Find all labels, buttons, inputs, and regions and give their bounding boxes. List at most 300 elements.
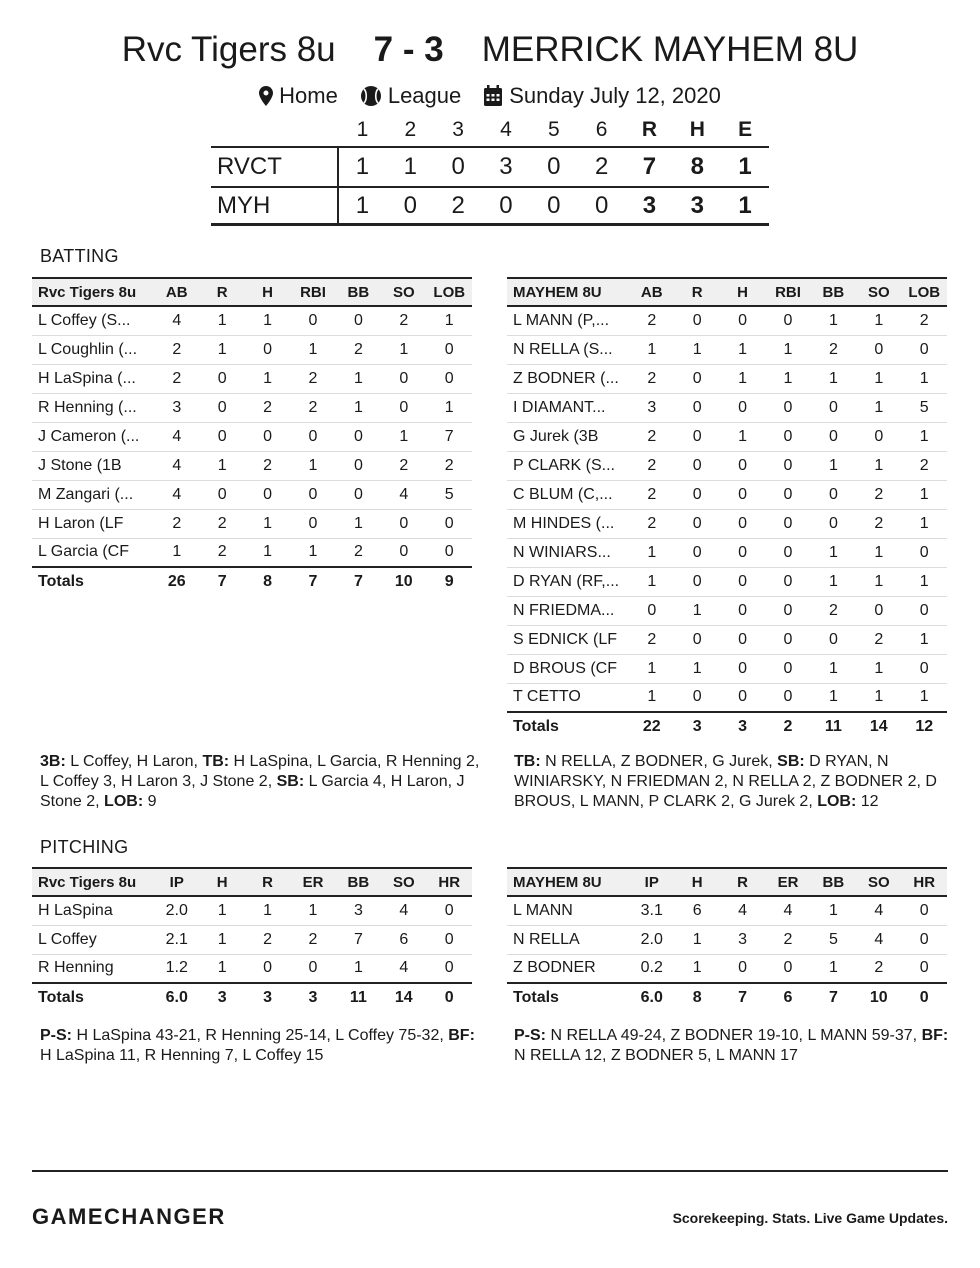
stat-cell: 2 — [856, 954, 901, 983]
column-header: SO — [856, 278, 901, 306]
stat-cell: 1 — [290, 896, 335, 925]
player-name: P CLARK (S... — [507, 451, 629, 480]
stat-cell: 0 — [381, 538, 426, 567]
stat-cell: 5 — [902, 393, 948, 422]
stat-cell: 1 — [902, 567, 948, 596]
stat-cell: 1 — [856, 654, 901, 683]
stat-cell: 1 — [856, 451, 901, 480]
table-row — [32, 393, 472, 422]
stat-cell: 0 — [720, 596, 765, 625]
stat-cell: 0 — [720, 625, 765, 654]
location-text: Home — [279, 83, 338, 108]
stat-cell: 0 — [674, 509, 719, 538]
column-header: MAYHEM 8U — [507, 868, 629, 896]
stat-cell: 0 — [674, 567, 719, 596]
footer-tagline: Scorekeeping. Stats. Live Game Updates. — [672, 1210, 948, 1226]
stat-cell: 4 — [381, 480, 426, 509]
note-key: 3B: — [40, 753, 66, 770]
line-score-header — [211, 114, 769, 146]
player-name: L Garcia (CF — [32, 538, 154, 567]
stat-cell: 2 — [629, 364, 674, 393]
stat-cell: 2 — [902, 451, 948, 480]
stat-cell: 1 — [811, 567, 856, 596]
column-header: SO — [856, 868, 901, 896]
stat-cell: 2 — [629, 451, 674, 480]
note-value: D RYAN, N WINIARSKY, N FRIEDMAN 2, N RELLA 2, Z BODNER 2, D BROUS, L MANN, P CLARK 2, G Jurek 2, — [514, 753, 937, 810]
table-row — [507, 596, 947, 625]
note-value: N RELLA 12, Z BODNER 5, L MANN 17 — [514, 1047, 798, 1064]
stat-cell: 0 — [902, 654, 948, 683]
stat-cell: 2.1 — [154, 925, 199, 954]
stat-cell: 0 — [765, 625, 810, 654]
stat-cell: 5 — [427, 480, 473, 509]
stat-cell: 1 — [856, 393, 901, 422]
table-row — [507, 393, 947, 422]
stat-cell: 1 — [902, 364, 948, 393]
stat-cell: 0 — [720, 480, 765, 509]
note-value: 9 — [143, 793, 157, 810]
table-header-row — [507, 278, 947, 306]
stat-cell: 2 — [199, 509, 244, 538]
stat-cell: 4 — [381, 896, 426, 925]
table-row — [32, 335, 472, 364]
stat-cell: 1 — [902, 422, 948, 451]
column-header: RBI — [290, 278, 335, 306]
stat-cell: 1 — [629, 683, 674, 712]
total-cell: 12 — [902, 712, 948, 741]
stat-cell: 2 — [856, 480, 901, 509]
stat-cell: 1 — [336, 509, 381, 538]
stat-cell: 0 — [199, 480, 244, 509]
stat-cell: 2 — [629, 422, 674, 451]
totals-row — [32, 983, 472, 1012]
stat-cell: 1 — [902, 625, 948, 654]
stat-cell: 2 — [336, 538, 381, 567]
stat-cell: 7 — [427, 422, 473, 451]
stat-cell: 0 — [902, 596, 948, 625]
stat-cell: 1 — [811, 538, 856, 567]
stat-cell: 0 — [381, 364, 426, 393]
table-row — [32, 509, 472, 538]
note-key: SB: — [276, 773, 305, 790]
note-key: LOB: — [817, 793, 857, 810]
team-abbrev: RVCT — [217, 153, 282, 180]
stat-cell: 0 — [336, 306, 381, 335]
stat-cell: 1 — [290, 538, 335, 567]
stat-cell: 1 — [245, 364, 290, 393]
player-name: N FRIEDMA... — [507, 596, 629, 625]
note-key: TB: — [514, 753, 541, 770]
total-cell: 7 — [811, 983, 856, 1012]
player-name: L MANN (P,... — [507, 306, 629, 335]
away-team-name: MERRICK MAYHEM 8U — [481, 30, 859, 69]
column-header: LOB — [902, 278, 948, 306]
stat-cell: 0 — [811, 422, 856, 451]
stat-cell: 1 — [290, 335, 335, 364]
total-cell: 10 — [381, 567, 426, 596]
total-cell: 3 — [199, 983, 244, 1012]
total-hits: 8 — [690, 153, 704, 180]
stat-cell: 4 — [154, 306, 199, 335]
stat-cell: 2 — [336, 335, 381, 364]
stat-cell: 0 — [811, 480, 856, 509]
stat-cell: 1 — [811, 683, 856, 712]
stat-cell: 0 — [245, 480, 290, 509]
player-name: C BLUM (C,... — [507, 480, 629, 509]
note-key: P-S: — [40, 1027, 72, 1044]
stat-cell: 4 — [765, 896, 810, 925]
stat-cell: 2 — [629, 306, 674, 335]
note-value: L Garcia 4, H Laron, J Stone 2, — [40, 773, 465, 810]
player-name: D RYAN (RF,... — [507, 567, 629, 596]
inning-runs: 0 — [547, 153, 561, 180]
stat-cell: 1 — [674, 335, 719, 364]
stat-cell: 0 — [290, 422, 335, 451]
player-name: D BROUS (CF — [507, 654, 629, 683]
table-row — [32, 925, 472, 954]
stat-cell: 0 — [720, 954, 765, 983]
stat-cell: 0 — [720, 538, 765, 567]
column-header: R — [245, 868, 290, 896]
stat-cell: 1 — [811, 306, 856, 335]
stat-cell: 0 — [199, 422, 244, 451]
total-cell: 7 — [290, 567, 335, 596]
stat-cell: 0 — [290, 954, 335, 983]
stat-cell: 1 — [856, 567, 901, 596]
inning-runs: 1 — [355, 191, 370, 219]
baseball-icon — [360, 85, 382, 107]
total-cell: 7 — [720, 983, 765, 1012]
game-header — [0, 28, 980, 110]
stat-cell: 3 — [629, 393, 674, 422]
total-cell: 3 — [290, 983, 335, 1012]
note-value: N RELLA, Z BODNER, G Jurek, — [540, 753, 778, 770]
game-meta — [0, 82, 980, 110]
stat-cell: 0 — [245, 422, 290, 451]
player-name: J Cameron (... — [32, 422, 154, 451]
title-row — [0, 28, 980, 72]
stat-cell: 1 — [154, 538, 199, 567]
player-name: H LaSpina (... — [32, 364, 154, 393]
stat-cell: 0 — [199, 393, 244, 422]
stat-cell: 0 — [674, 538, 719, 567]
stat-cell: 2 — [381, 306, 426, 335]
stat-cell: 0 — [674, 393, 719, 422]
column-header: R — [199, 278, 244, 306]
errors-label: E — [738, 118, 753, 141]
player-name: H LaSpina — [32, 896, 154, 925]
player-name: R Henning (... — [32, 393, 154, 422]
table-row — [507, 538, 947, 567]
stat-cell: 4 — [720, 896, 765, 925]
stat-cell: 1 — [720, 335, 765, 364]
stat-cell: 1 — [902, 683, 948, 712]
stat-cell: 0 — [856, 596, 901, 625]
stat-cell: 1 — [811, 954, 856, 983]
stat-cell: 0.2 — [629, 954, 674, 983]
stat-cell: 0 — [336, 451, 381, 480]
stat-cell: 0 — [427, 954, 473, 983]
stat-cell: 1 — [199, 896, 244, 925]
away-pitching-table — [507, 867, 947, 1012]
stat-cell: 0 — [765, 654, 810, 683]
total-hits: 3 — [690, 191, 704, 219]
total-cell: 3 — [674, 712, 719, 741]
date-text: Sunday July 12, 2020 — [509, 83, 721, 108]
stat-cell: 1 — [427, 306, 473, 335]
batting-section-label: BATTING — [40, 246, 119, 266]
inning-label: 5 — [547, 118, 560, 141]
table-header-row — [32, 868, 472, 896]
total-cell: 7 — [336, 567, 381, 596]
stat-cell: 1 — [720, 422, 765, 451]
total-cell: 6.0 — [154, 983, 199, 1012]
game-type-text: League — [387, 83, 462, 108]
stat-cell: 1 — [811, 896, 856, 925]
stat-cell: 0 — [427, 925, 473, 954]
stat-cell: 2 — [154, 335, 199, 364]
stat-cell: 0 — [674, 683, 719, 712]
totals-row — [507, 983, 947, 1012]
player-name: L MANN — [507, 896, 629, 925]
column-header: IP — [154, 868, 199, 896]
stat-cell: 2 — [629, 625, 674, 654]
table-row — [507, 683, 947, 712]
home-pitching-notes — [40, 1026, 480, 1066]
footer-divider — [32, 1170, 948, 1172]
stat-cell: 0 — [765, 480, 810, 509]
stat-cell: 3.1 — [629, 896, 674, 925]
total-cell: 8 — [245, 567, 290, 596]
stat-cell: 7 — [336, 925, 381, 954]
stat-cell: 1 — [629, 567, 674, 596]
column-header: H — [199, 868, 244, 896]
total-cell: 7 — [199, 567, 244, 596]
note-key: TB: — [202, 753, 230, 770]
note-key: P-S: — [514, 1027, 546, 1044]
stat-cell: 0 — [674, 625, 719, 654]
stat-cell: 0 — [902, 538, 948, 567]
stat-cell: 1 — [245, 538, 290, 567]
table-row — [32, 954, 472, 983]
stat-cell: 0 — [674, 422, 719, 451]
player-name: S EDNICK (LF — [507, 625, 629, 654]
total-cell: 14 — [856, 712, 901, 741]
stat-cell: 1 — [811, 451, 856, 480]
stat-cell: 2 — [290, 364, 335, 393]
hits-label: H — [689, 118, 705, 141]
stat-cell: 1 — [720, 364, 765, 393]
stat-cell: 0 — [381, 393, 426, 422]
final-score: 7 - 3 — [373, 30, 444, 69]
note-value: H LaSpina 11, R Henning 7, L Coffey 15 — [40, 1047, 324, 1064]
table-row — [32, 896, 472, 925]
stat-cell: 1 — [629, 654, 674, 683]
stat-cell: 2 — [245, 451, 290, 480]
column-header: AB — [154, 278, 199, 306]
totals-label: Totals — [507, 712, 629, 741]
stat-cell: 4 — [856, 896, 901, 925]
inning-runs: 0 — [451, 153, 465, 180]
player-name: M Zangari (... — [32, 480, 154, 509]
total-errors: 1 — [738, 153, 752, 180]
stat-cell: 2 — [856, 625, 901, 654]
stat-cell: 2 — [381, 451, 426, 480]
table-row — [507, 654, 947, 683]
column-header: Rvc Tigers 8u — [32, 868, 154, 896]
total-cell: 11 — [336, 983, 381, 1012]
column-header: HR — [902, 868, 948, 896]
map-pin-icon — [259, 86, 273, 106]
stat-cell: 4 — [154, 480, 199, 509]
table-row — [507, 364, 947, 393]
table-header-row — [32, 278, 472, 306]
stat-cell: 0 — [245, 335, 290, 364]
player-name: R Henning — [32, 954, 154, 983]
stat-cell: 1 — [199, 451, 244, 480]
home-batting-table — [32, 277, 472, 596]
player-name: N RELLA (S... — [507, 335, 629, 364]
location-item — [259, 82, 338, 110]
inning-runs: 2 — [451, 191, 465, 219]
column-header: MAYHEM 8U — [507, 278, 629, 306]
stat-cell: 4 — [154, 451, 199, 480]
stat-cell: 1 — [674, 954, 719, 983]
stat-cell: 1 — [856, 306, 901, 335]
stat-cell: 2 — [427, 451, 473, 480]
stat-cell: 1 — [199, 925, 244, 954]
table-row — [507, 509, 947, 538]
player-name: T CETTO — [507, 683, 629, 712]
stat-cell: 2 — [856, 509, 901, 538]
stat-cell: 0 — [811, 509, 856, 538]
stat-cell: 0 — [720, 393, 765, 422]
stat-cell: 0 — [902, 896, 948, 925]
stat-cell: 0 — [629, 596, 674, 625]
stat-cell: 1 — [199, 335, 244, 364]
inning-runs: 1 — [403, 153, 417, 180]
stat-cell: 0 — [245, 954, 290, 983]
stat-cell: 1 — [245, 896, 290, 925]
column-header: SO — [381, 278, 426, 306]
stat-cell: 1 — [290, 451, 335, 480]
stat-cell: 0 — [902, 335, 948, 364]
stat-cell: 2 — [811, 335, 856, 364]
stat-cell: 1 — [674, 925, 719, 954]
total-cell: 6 — [765, 983, 810, 1012]
column-header: LOB — [427, 278, 473, 306]
column-header: HR — [427, 868, 473, 896]
player-name: G Jurek (3B — [507, 422, 629, 451]
stat-cell: 2 — [765, 925, 810, 954]
total-errors: 1 — [738, 191, 752, 219]
table-row — [507, 625, 947, 654]
inning-label: 2 — [404, 118, 417, 141]
total-cell: 3 — [245, 983, 290, 1012]
stat-cell: 4 — [381, 954, 426, 983]
stat-cell: 0 — [427, 509, 473, 538]
column-header: IP — [629, 868, 674, 896]
stat-cell: 2 — [629, 509, 674, 538]
player-name: Z BODNER (... — [507, 364, 629, 393]
stat-cell: 0 — [902, 954, 948, 983]
stat-cell: 1 — [674, 596, 719, 625]
stat-cell: 0 — [336, 480, 381, 509]
stat-cell: 1 — [856, 538, 901, 567]
player-name: I DIAMANT... — [507, 393, 629, 422]
inning-runs: 2 — [594, 153, 609, 180]
totals-row — [507, 712, 947, 741]
stat-cell: 2 — [245, 393, 290, 422]
stat-cell: 0 — [902, 925, 948, 954]
note-key: LOB: — [104, 793, 144, 810]
stat-cell: 0 — [765, 509, 810, 538]
total-cell: 3 — [720, 712, 765, 741]
away-batting-table — [507, 277, 947, 741]
table-row — [32, 306, 472, 335]
stat-cell: 0 — [811, 625, 856, 654]
inning-runs: 0 — [499, 191, 513, 219]
inning-runs: 1 — [355, 153, 370, 180]
stat-cell: 6 — [381, 925, 426, 954]
inning-label: 4 — [500, 118, 512, 141]
column-header: R — [720, 868, 765, 896]
table-row — [32, 480, 472, 509]
stat-cell: 2 — [154, 509, 199, 538]
table-row — [32, 451, 472, 480]
stat-cell: 0 — [427, 896, 473, 925]
note-value: L Coffey, H Laron, — [65, 753, 203, 770]
away-pitching-notes — [514, 1026, 954, 1066]
stat-cell: 0 — [765, 306, 810, 335]
stat-cell: 0 — [765, 683, 810, 712]
stat-cell: 1 — [381, 422, 426, 451]
stat-cell: 5 — [811, 925, 856, 954]
stat-cell: 1 — [336, 954, 381, 983]
stat-cell: 1 — [427, 393, 473, 422]
total-cell: 9 — [427, 567, 473, 596]
stat-cell: 4 — [856, 925, 901, 954]
player-name: N WINIARS... — [507, 538, 629, 567]
line-score-row-home — [211, 146, 769, 186]
stat-cell: 1 — [765, 364, 810, 393]
player-name: L Coffey — [32, 925, 154, 954]
note-key: BF: — [921, 1027, 949, 1044]
column-header: Rvc Tigers 8u — [32, 278, 154, 306]
totals-label: Totals — [32, 567, 154, 596]
player-name: H Laron (LF — [32, 509, 154, 538]
total-cell: 22 — [629, 712, 674, 741]
date-item — [483, 82, 721, 110]
totals-row — [32, 567, 472, 596]
column-header: R — [674, 278, 719, 306]
column-header: BB — [811, 868, 856, 896]
stat-cell: 0 — [290, 480, 335, 509]
stat-cell: 0 — [674, 364, 719, 393]
calendar-icon — [483, 85, 503, 107]
stat-cell: 1.2 — [154, 954, 199, 983]
table-row — [507, 422, 947, 451]
game-type-item — [360, 82, 461, 110]
line-score-row-away — [211, 186, 769, 226]
totals-label: Totals — [32, 983, 154, 1012]
stat-cell: 0 — [765, 393, 810, 422]
stat-cell: 0 — [811, 393, 856, 422]
column-header: ER — [290, 868, 335, 896]
stat-cell: 2 — [290, 925, 335, 954]
table-header-row — [507, 868, 947, 896]
home-team-name: Rvc Tigers 8u — [121, 30, 336, 69]
